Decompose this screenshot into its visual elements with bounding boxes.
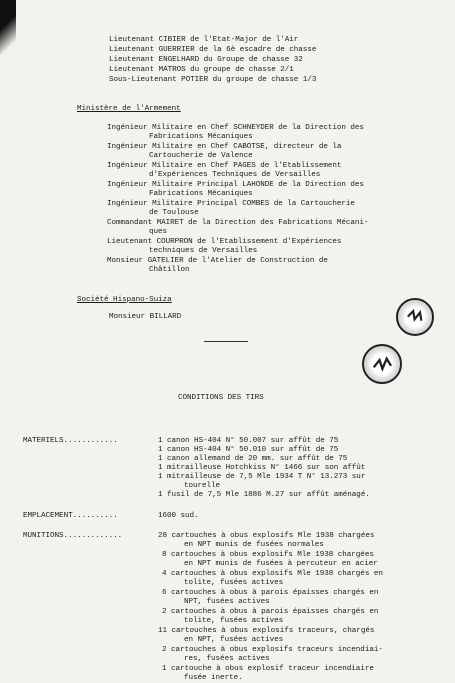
armement-line: techniques de Versailles: [149, 247, 258, 255]
header-line-2: Lieutenant GUERRIER de la 6è escadre de chasse: [109, 46, 317, 54]
armement-line: Fabrications Mécaniques: [149, 133, 253, 141]
munition-line: 28 cartouches à obus explosifs Mle 1938 chargées: [158, 532, 375, 540]
header-line-4: Lieutenant MATROS du groupe de chasse 2/1: [109, 66, 294, 74]
stamp-mark-icon: [368, 350, 397, 379]
official-stamp: [396, 298, 434, 336]
emplacement-value: 1600 sud.: [158, 512, 199, 520]
materiel-line: tourelle: [184, 482, 221, 490]
stamp-mark-icon: [401, 303, 428, 330]
emplacement-label: EMPLACEMENT..........: [23, 512, 118, 520]
armement-line: Ingénieur Militaire Principal COMBES de la Cartoucherie: [107, 200, 355, 208]
header-line-5: Sous-Lieutenant POTIER du groupe de chasse 1/3: [109, 76, 317, 84]
armement-line: Châtillon: [149, 266, 190, 274]
conditions-title: CONDITIONS DES TIRS: [178, 394, 264, 402]
materiel-line: 1 canon HS-404 N° 50.010 sur affût de 75: [158, 446, 339, 454]
materiel-line: 1 canon allemand de 20 mm. sur affût de 75: [158, 455, 348, 463]
munition-line: 1 cartouche à obus explosif traceur incendiaire: [162, 665, 374, 673]
munition-line: 4 cartouches à obus explosifs Mle 1938 chargés en: [162, 570, 383, 578]
munition-line: 2 cartouches à obus explosifs traceurs incendiai-: [162, 646, 383, 654]
official-stamp: [362, 344, 402, 384]
munition-line: 2 cartouches à obus à parois épaisses chargés en: [162, 608, 379, 616]
munition-line: 11 cartouches à obus explosifs traceurs, chargés: [158, 627, 375, 635]
armement-heading: Ministère de l'Armement: [77, 105, 181, 113]
materiel-line: 1 mitrailleuse Hotchkiss N° 1466 sur son affût: [158, 464, 366, 472]
materiel-line: 1 mitrailleuse de 7,5 Mle 1934 T N° 13.273 sur: [158, 473, 366, 481]
munition-line: fusée inerte.: [184, 674, 243, 682]
materiel-line: 1 canon HS-404 N° 50.007 sur affût de 75: [158, 437, 339, 445]
hispano-heading: Société Hispano-Suiza: [77, 296, 172, 304]
armement-line: Commandant MAIRET de la Direction des Fabrications Mécani-: [107, 219, 369, 227]
armement-line: Ingénieur Militaire en Chef SCHNEYDER de la Direction des: [107, 124, 364, 132]
munition-line: en NPT, fusées actives: [184, 636, 284, 644]
header-line-3: Lieutenant ENGELHARD du Groupe de chasse 32: [109, 56, 303, 64]
armement-line: ques: [149, 228, 168, 236]
munition-line: tolite, fusées actives: [184, 579, 284, 587]
armement-line: Cartoucherie de Valence: [149, 152, 253, 160]
munition-line: en NPT munis de fusées normales: [184, 541, 324, 549]
munition-line: tolite, fusées actives: [184, 617, 284, 625]
materiels-label: MATERIELS............: [23, 437, 118, 445]
armement-line: Monsieur GATELIER de l'Atelier de Construction de: [107, 257, 328, 265]
armement-line: Ingénieur Militaire Principal LAHONDE de la Direction des: [107, 181, 364, 189]
munition-line: en NPT munis de fusées à percuteur en acier: [184, 560, 378, 568]
armement-line: de Toulouse: [149, 209, 199, 217]
scan-shadow: [0, 0, 16, 60]
separator-line: [204, 341, 248, 342]
armement-line: Fabrications Mécaniques: [149, 190, 253, 198]
hispano-person: Monsieur BILLARD: [109, 313, 182, 321]
armement-line: Lieutenant COURPRON de l'Etablissement d'Expériences: [107, 238, 342, 246]
munition-line: NPT, fusées actives: [184, 598, 270, 606]
materiel-line: 1 fusil de 7,5 Mle 1886 M.27 sur affût aménagé.: [158, 491, 370, 499]
header-line-1: Lieutenant CIBIER de l'Etat-Major de l'Air: [109, 36, 299, 44]
munition-line: res, fusées actives: [184, 655, 270, 663]
munition-line: 6 cartouches à obus à parois épaisses chargés en: [162, 589, 379, 597]
armement-line: Ingénieur Militaire en Chef CABOTSE, directeur de la: [107, 143, 342, 151]
munitions-label: MUNITIONS.............: [23, 532, 123, 540]
munition-line: 8 cartouches à obus explosifs Mle 1938 chargées: [162, 551, 374, 559]
armement-line: d'Expériences Techniques de Versailles: [149, 171, 321, 179]
armement-line: Ingénieur Militaire en Chef PAGES de l'Etablissement: [107, 162, 342, 170]
